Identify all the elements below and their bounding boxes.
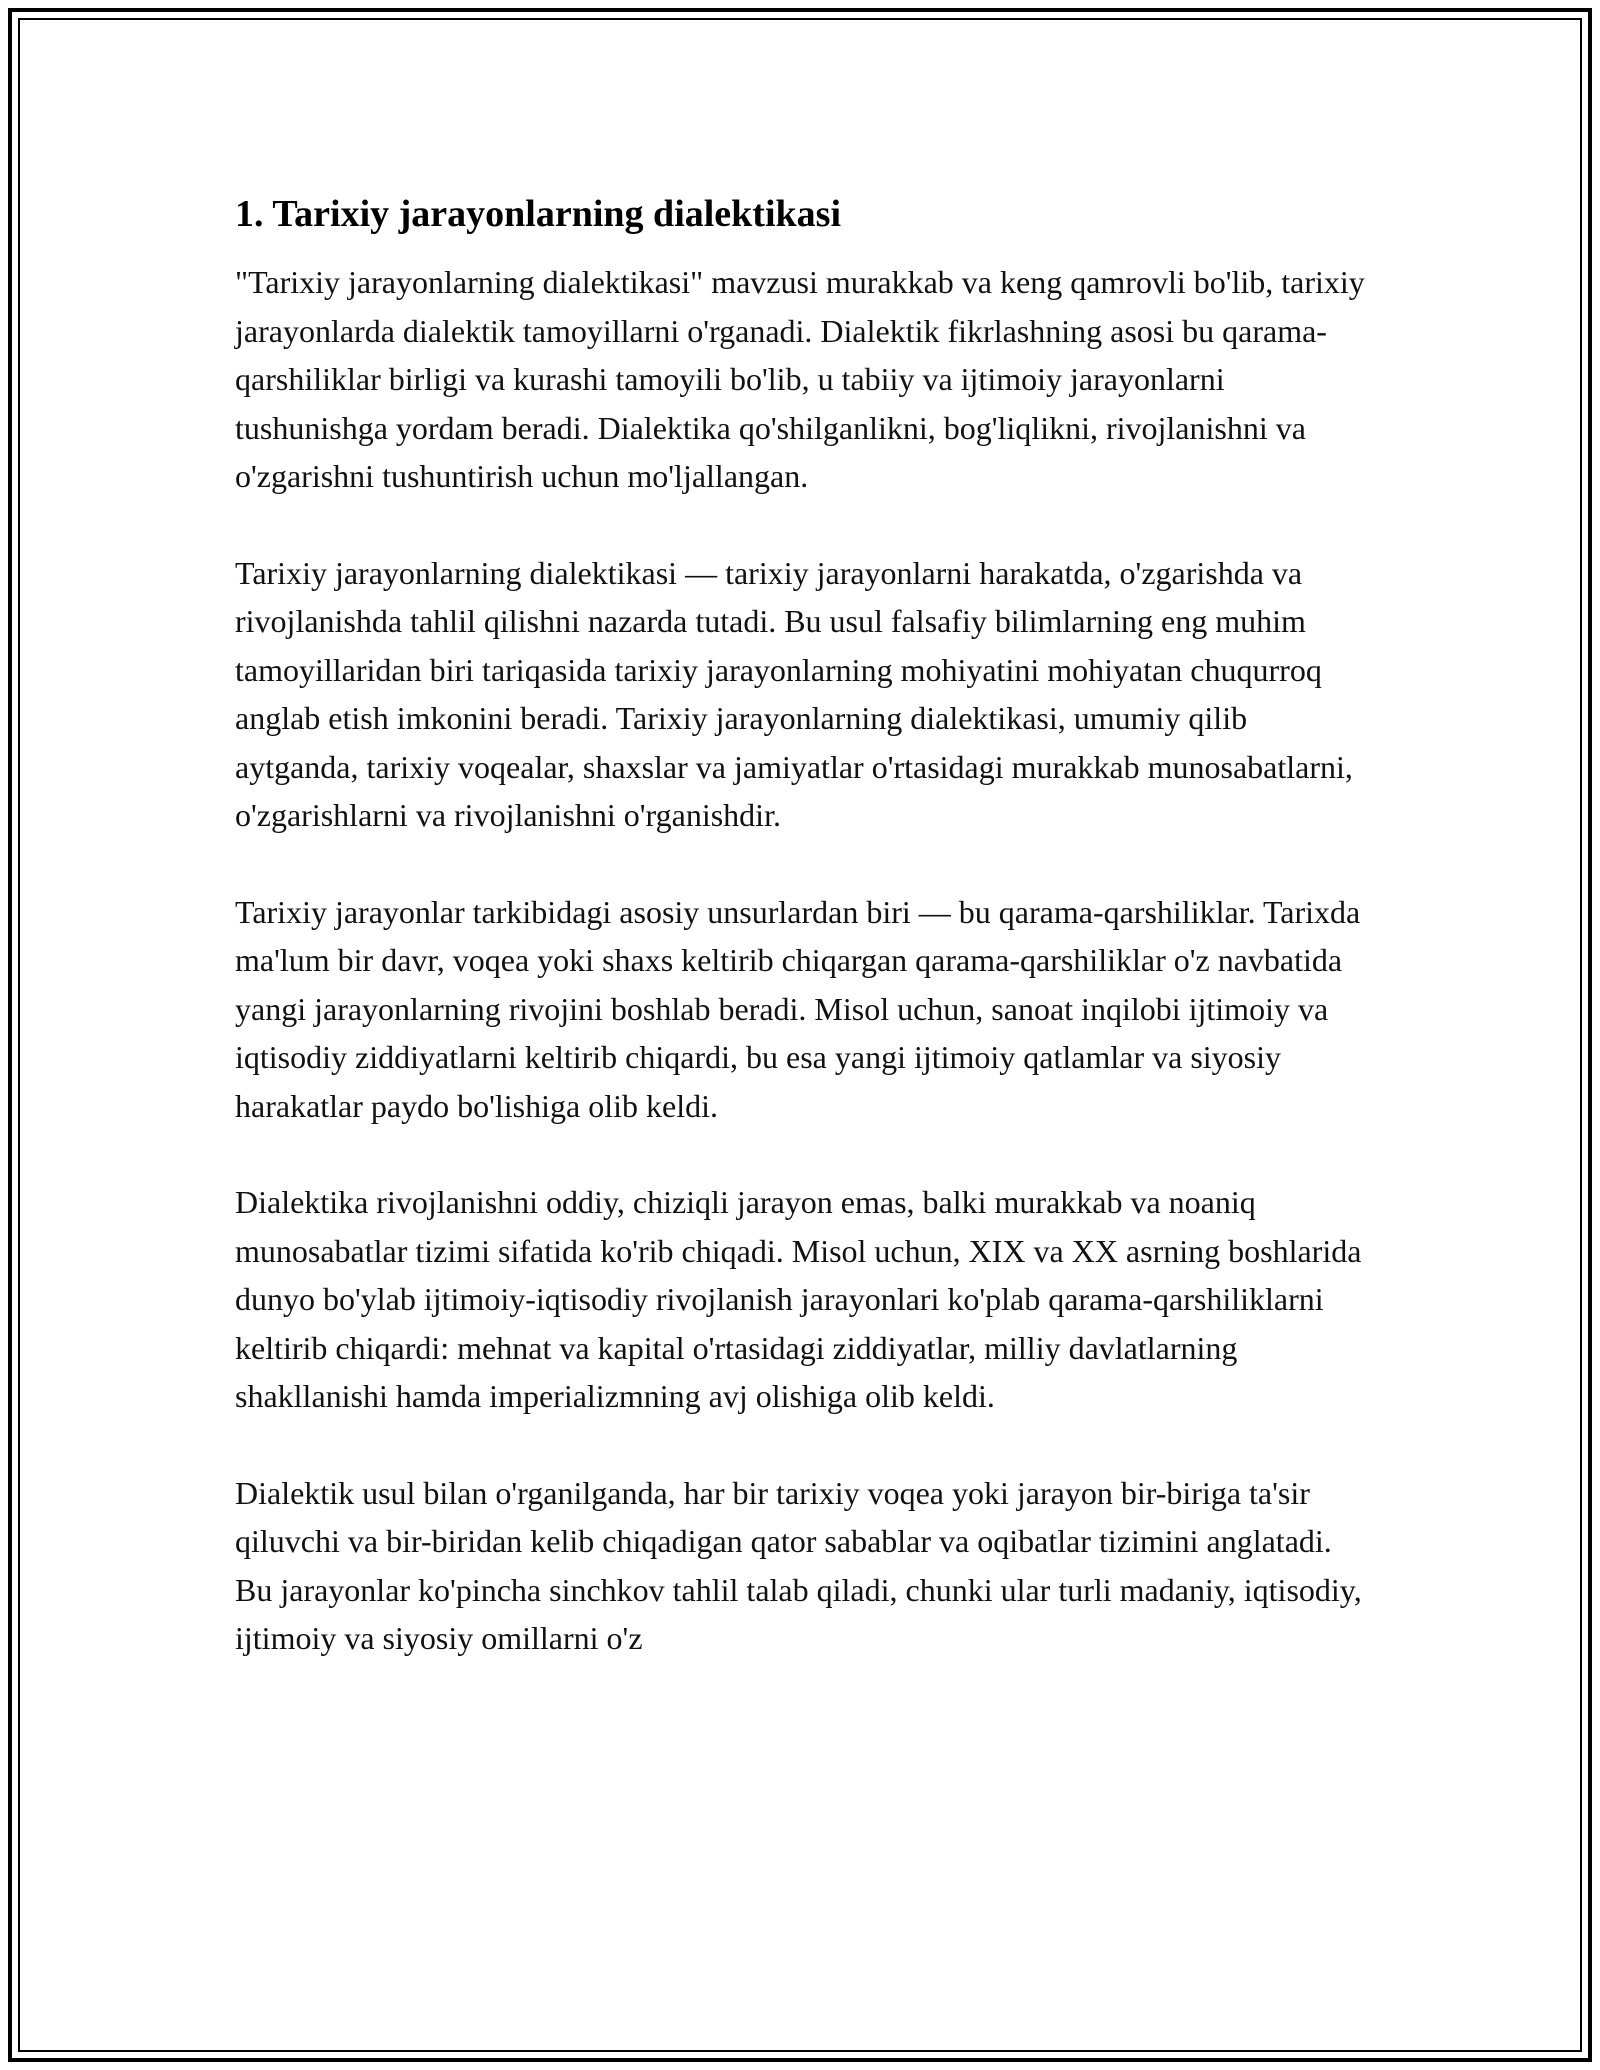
paragraph-4: Dialektika rivojlanishni oddiy, chiziqli jarayon emas, balki murakkab va noaniq munosabatlar tizimi sifatida ko'rib chiqadi. Misol uchun, XIX va XX asrning boshlarida dunyo bo'ylab ijtimoiy-iqtisodiy rivojlanish jarayonlari ko'plab qarama-qarshiliklarni keltirib chiqardi: mehnat va kapital o'rtasidagi ziddiyatlar, milliy davlatlarning shakllanishi hamda imperializmning avj olishiga olib keldi. xyxy=(235,1184,1362,1414)
paragraph-1: "Tarixiy jarayonlarning dialektikasi" mavzusi murakkab va keng qamrovli bo'lib, tarixiy jarayonlarda dialektik tamoyillarni o'rganadi. Dialektik fikrlashning asosi bu qarama-qarshiliklar birligi va kurashi tamoyili bo'lib, u tabiiy va ijtimoiy jarayonlarni tushunishga yordam beradi. Dialektika qo'shilganlikni, bog'liqlikni, rivojlanishni va o'zgarishni tushuntirish uchun mo'ljallangan. xyxy=(235,264,1365,494)
document-body xyxy=(235,190,1365,1711)
section-heading: 1. Tarixiy jarayonlarning dialektikasi xyxy=(235,193,841,235)
paragraph-5: Dialektik usul bilan o'rganilganda, har bir tarixiy voqea yoki jarayon bir-biriga ta'sir qiluvchi va bir-biridan kelib chiqadigan qator sabablar va oqibatlar tizimini anglatadi. Bu jarayonlar ko'pincha sinchkov tahlil talab qiladi, chunki ular turli madaniy, iqtisodiy, ijtimoiy va siyosiy omillarni o'z xyxy=(235,1474,1362,1656)
paragraph-2: Tarixiy jarayonlarning dialektikasi — tarixiy jarayonlarni harakatda, o'zgarishda va rivojlanishda tahlil qilishni nazarda tutadi. Bu usul falsafiy bilimlarning eng muhim tamoyillaridan biri tariqasida tarixiy jarayonlarning mohiyatini mohiyatan chuqurroq anglab etish imkonini beradi. Tarixiy jarayonlarning dialektikasi, umumiy qilib aytganda, tarixiy voqealar, shaxslar va jamiyatlar o'rtasidagi murakkab munosabatlarni, o'zgarishlarni va rivojlanishni o'rganishdir. xyxy=(235,554,1353,833)
paragraph-3: Tarixiy jarayonlar tarkibidagi asosiy unsurlardan biri — bu qarama-qarshiliklar. Tarixda ma'lum bir davr, voqea yoki shaxs keltirib chiqargan qarama-qarshiliklar o'z navbatida yangi jarayonlarning rivojini boshlab beradi. Misol uchun, sanoat inqilobi ijtimoiy va iqtisodiy ziddiyatlarni keltirib chiqardi, bu esa yangi ijtimoiy qatlamlar va siyosiy harakatlar paydo bo'lishiga olib keldi. xyxy=(235,893,1361,1124)
